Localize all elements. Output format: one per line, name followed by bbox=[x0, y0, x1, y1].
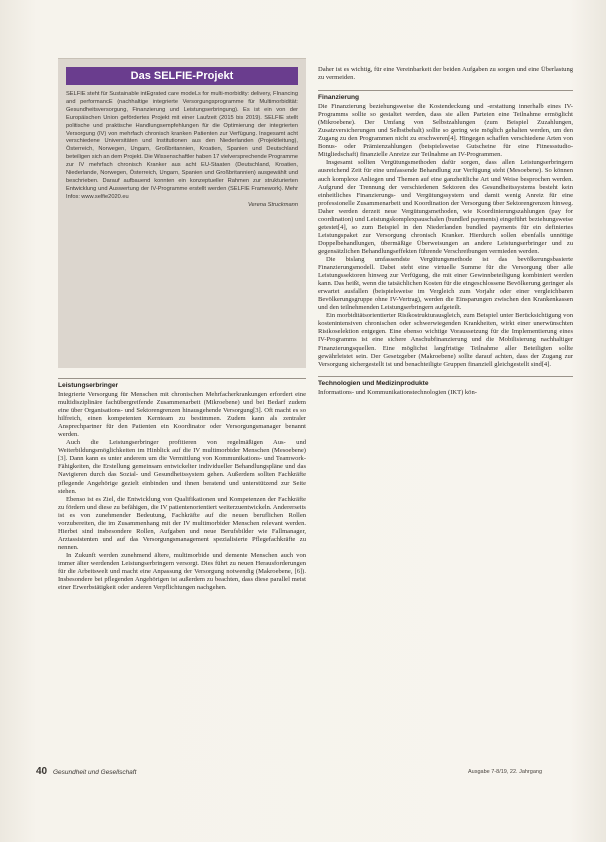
paragraph: Auch die Leistungserbringer profitieren von regelmäßigen Aus- und Weiterbildungsmöglichkeiten im Hinblick auf die IV multimorbider Menschen (Mesoebene)[3]. Dann kann es unter anderem um die Vermittlung von Kommunikations- und Teamwork-Fähigkeiten, die Erstellung gemeinsam entwickelter individueller Behandlungspläne und das Navigieren durch das Sozial- und Gesundheitssystem gehen. Außerdem sollten Fachkräfte pflegende Angehörige gezielt einbinden und ihnen beratend und unterstützend zur Seite stehen. bbox=[58, 439, 306, 495]
outro-paragraph: Informations- und Kommunikationstechnologien (IKT) kön- bbox=[318, 388, 477, 396]
journal-name: Gesundheit und Gesellschaft bbox=[52, 769, 137, 776]
paragraph: In Zukunft werden zunehmend ältere, multimorbide und demente Menschen auch von immer älter werdenden Leistungserbringern versorgt. Dies führt zu neuen Herausforderungen für die Arbeitswelt und macht eine Anpassung der Versorgung notwendig (Makroebene, [6]). Insbesondere bei pflegenden Angehörigen ist außerdem zu beachten, dass diese parallel meist einer Erwerbstätigkeit oder anderen Verpflichtungen nachgehen. bbox=[58, 551, 306, 592]
paragraph: Die Finanzierung beziehungsweise die Kostendeckung und -erstattung innerhalb eines IV-Programms sollte so gestaltet werden, dass sie allen Parteien eine Teilnahme ermöglicht (Mikroebene). Der Umfang von Selbstzahlungen (zum Beispiel Zuzahlungen, Zusatzversicherungen und Selbstbehalt) sollte so gering wie möglich gehalten werden, um den Zugang zu den Programmen nicht zu erschweren[4]. Hingegen schaffen verschiedene Arten von Bonus- oder Prämienzahlungen (beispielsweise Gutscheine für eine Fitnessstudio-Mitgliedschaft) finanzielle Anreize zur Teilnahme an IV-Programmen. bbox=[318, 103, 573, 159]
right-column bbox=[318, 66, 573, 397]
issue-info: Ausgabe 7-8/19, 22. Jahrgang bbox=[468, 769, 543, 775]
section-heading-leistungserbringer: Leistungserbringer bbox=[58, 378, 306, 389]
paragraph: Die bislang umfassendste Vergütungsmethode ist das bevölkerungsbasierte Finanzierungsmodell. Dabei steht eine virtuelle Summe für die Versorgung über alle Leistungssektoren hinweg zur Verfügung, die mit einer Gewinnbeteiligung kombiniert werden kann. Das heißt, wenn die tatsächlichen Kosten für die eingeschlossene Bevölkerung geringer als erwartet ausfallen (beispielsweise im Vergleich zum Vorjahr oder einer vergleichbaren Bevölkerungsgruppe ohne IV-Vertrag), werden die Einsparungen zwischen den Krankenkassen und den teilnehmenden Leistungserbringern aufgeteilt. bbox=[318, 255, 573, 312]
intro-paragraph: Daher ist es wichtig, für eine Vereinbarkeit der beiden Aufgaben zu sorgen und eine Überlastung zu vermeiden. bbox=[318, 66, 573, 82]
section-heading-technologien: Technologien und Medizinprodukte bbox=[318, 376, 573, 387]
page-number: 40 bbox=[36, 766, 48, 777]
section-heading-finanzierung: Finanzierung bbox=[318, 90, 573, 101]
page-footer bbox=[36, 766, 136, 777]
paragraph: Ein morbiditätsorientierter Risikostrukturausgleich, zum Beispiel unter Berücksichtigung von kostenintensiven chronischen oder schwerwiegenden Krankheiten, wirkt einer unerwünschten Risikoselektion entgegen. Eine ebenso wichtige Voraussetzung für die Implementierung eines IV-Programms ist eine sichere Anschubfinanzierung und die Mobilisierung nachhaltiger Finanzierungsquellen. Eine möglichst langfristige Teilnahme aller Beteiligten sollte gewährleistet sein. Der Gesetzgeber (Makroebene) sollte darauf achten, dass der Zugang zur Versorgung sichergestellt ist und benachteiligte Gruppen finanziell gleichgestellt sind[4]. bbox=[318, 312, 573, 368]
info-box bbox=[58, 58, 306, 368]
paragraph: Integrierte Versorgung für Menschen mit chronischen Mehrfacherkrankungen erfordert eine multidisziplinäre fachübergreifende Zusammenarbeit (Mikroebene) und bei Bedarf zudem eine über Organisations- und Sektorengrenzen hinausgehende Versorgung[3]. Oft macht es so hilfreich, einen kompetenten Kernteam zu bestimmen. Zudem kann als zentraler Ansprechpartner für den Patienten ein Koordinator oder Versorgungsmanager benannt werden. bbox=[58, 391, 306, 439]
info-box-text: SELFIE steht für Sustainable intEgrated care modeLs for multi-morbidity: delivery, FInancing and performancE (nachhaltige integrierte Versorgungsprogramme für Multimorbidität: Gesundheitsversorgung, Finanzierung und Leistungserbringung). Es ist ein von der Europäischen Union gefördertes Projekt mit einer Laufzeit (2015 bis 2019). SELFIE stellt politische und praktische Handlungsempfehlungen für die Optimierung der integrierten Versorgung (IV) von mehrfach chronisch kranken Patienten zur Verfügung. Insgesamt acht verschiedene Universitäten und Institutionen aus den Niederlanden (Projektleitung), Österreich, Norwegen, Ungarn, Großbritannien, Kroatien, Spanien und Deutschland beteiligen sich an dem Projekt. Die Wissenschaftler haben 17 vielversprechende Programme zur IV mehrfach chronisch Kranker aus acht EU-Staaten (Deutschland, Kroatien, Niederlande, Norwegen, Österreich, Ungarn, Spanien und Großbritannien) ausgewählt und beschrieben. Darauf aufbauend konnten ein konzeptueller Rahmen zur strukturierten Entwicklung und Auswertung der IV-Programme erstellt werden (SELFIE Framework). Mehr Infos: www.selfie2020.eu bbox=[66, 91, 298, 200]
info-box-author: Verena Struckmann bbox=[247, 201, 298, 208]
paragraph: Ebenso ist es Ziel, die Entwicklung von Qualifikationen und Kompetenzen der Fachkräfte zu fördern und diese zu befähigen, die IV patientenorientiert weiterzuentwickeln. Andererseits ist es von zunehmender Bedeutung, Fachkräfte auf die neuen beruflichen Rollen vorzubereiten, die im Zusammenhang mit der IV multimorbider Menschen relevant werden. Hierbei sind insbesondere Rollen, Aufgaben und neue Berufsbilder wie Fallmanager, Arztassistenten und auf das Versorgungsmanagement spezialisierte Pflegefachkräfte zu nennen. bbox=[58, 495, 306, 551]
paragraph: Insgesamt sollten Vergütungsmethoden dafür sorgen, dass allen Leistungserbringern ausreichend Zeit für eine umfassende Behandlung zur Verfügung steht (Mesoebene). So können auch komplexe Anliegen und Themen auf eine ganzheitliche Art und Weise besprochen werden. Aufgrund der Trennung der verschiedenen Sektoren des Gesundheitssystems besteht kein einheitliches Finanzierungs- und Vergütungssystem und damit wenig Anreiz für eine professionelle Zusammenarbeit und Koordination der Versorgung über Sektorengrenzen hinweg. Daher werden derzeit neue Vergütungsmethoden, wie Koordinierungszahlungen (pay for coordination) und Leistungskomplexpauschalen (bundled payments) eingeführt beziehungsweise getestet[4], so zum Beispiel in den Niederlanden bundled payments für ein definiertes Leistungspaket zur Versorgung chronisch Kranker. Hierdurch sollen ebenfalls unnötige Doppelbehandlungen, übermäßige Überweisungen an andere Leistungserbringer und zu gegensätzlichen Behandlungseffekten führende Verschreibungen vermieden werden. bbox=[318, 159, 573, 255]
info-box-title: Das SELFIE-Projekt bbox=[66, 67, 298, 85]
left-column bbox=[58, 58, 306, 592]
